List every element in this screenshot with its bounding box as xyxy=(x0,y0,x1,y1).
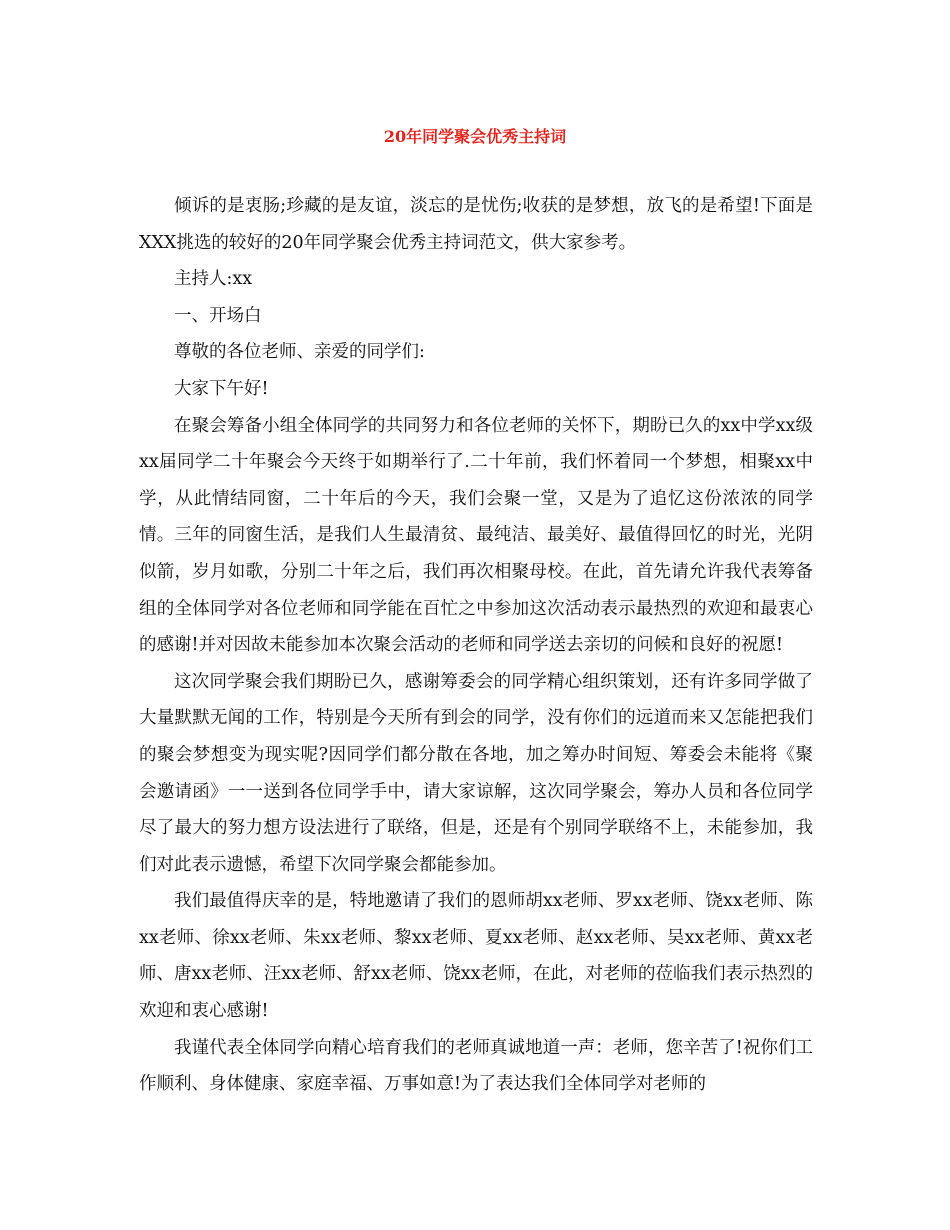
document-body xyxy=(139,188,813,1103)
section-heading-opening: 一、开场白 xyxy=(174,305,262,326)
paragraph-thanks-committee: 这次同学聚会我们期盼已久，感谢筹委会的同学精心组织策划，还有许多同学做了大量默默无闻的工作，特别是今天所有到会的同学，没有你们的远道而来又怎能把我们的聚会梦想变为现实呢?因同学们都分散在各地，加之筹办时间短、筹委会未能将《聚会邀请函》一一送到各位同学手中，请大家谅解，这次同学聚会，筹办人员和各位同学尽了最大的努力想方设法进行了联络，但是，还是有个别同学联络不上，未能参加，我们对此表示遗憾，希望下次同学聚会都能参加。 xyxy=(139,671,813,875)
paragraph-intro: 倾诉的是衷肠;珍藏的是友谊，淡忘的是忧伤;收获的是梦想，放飞的是希望!下面是XXX挑选的较好的20年同学聚会优秀主持词范文，供大家参考。 xyxy=(139,196,813,253)
paragraph-welcome: 在聚会筹备小组全体同学的共同努力和各位老师的关怀下，期盼已久的xx中学xx级xx届同学二十年聚会今天终于如期举行了.二十年前，我们怀着同一个梦想，相聚xx中学，从此情结同窗，二十年后的今天，我们会聚一堂，又是为了追忆这份浓浓的同学情。三年的同窗生活，是我们人生最清贫、最纯洁、最美好、最值得回忆的时光，光阴似箭，岁月如歌，分别二十年之后，我们再次相聚母校。在此，首先请允许我代表筹备组的全体同学对各位老师和同学能在百忙之中参加这次活动表示最热烈的欢迎和最衷心的感谢!并对因故未能参加本次聚会活动的老师和同学送去亲切的问候和良好的祝愿! xyxy=(139,415,813,656)
paragraph-tribute: 我谨代表全体同学向精心培育我们的老师真诚地道一声：老师，您辛苦了!祝你们工作顺利、身体健康、家庭幸福、万事如意!为了表达我们全体同学对老师的 xyxy=(139,1037,813,1095)
paragraph-greeting: 大家下午好! xyxy=(174,378,269,399)
document-title: 20年同学聚会优秀主持词 xyxy=(383,127,567,146)
paragraph-salutation: 尊敬的各位老师、亲爱的同学们: xyxy=(174,342,425,363)
paragraph-host: 主持人:xx xyxy=(174,269,253,290)
paragraph-teachers: 我们最值得庆幸的是，特地邀请了我们的恩师胡xx老师、罗xx老师、饶xx老师、陈xx老师、徐xx老师、朱xx老师、黎xx老师、夏xx老师、赵xx老师、吴xx老师、黄xx老师、唐xx老师、汪xx老师、舒xx老师、饶xx老师，在此，对老师的莅临我们表示热烈的欢迎和衷心感谢! xyxy=(139,891,813,1022)
